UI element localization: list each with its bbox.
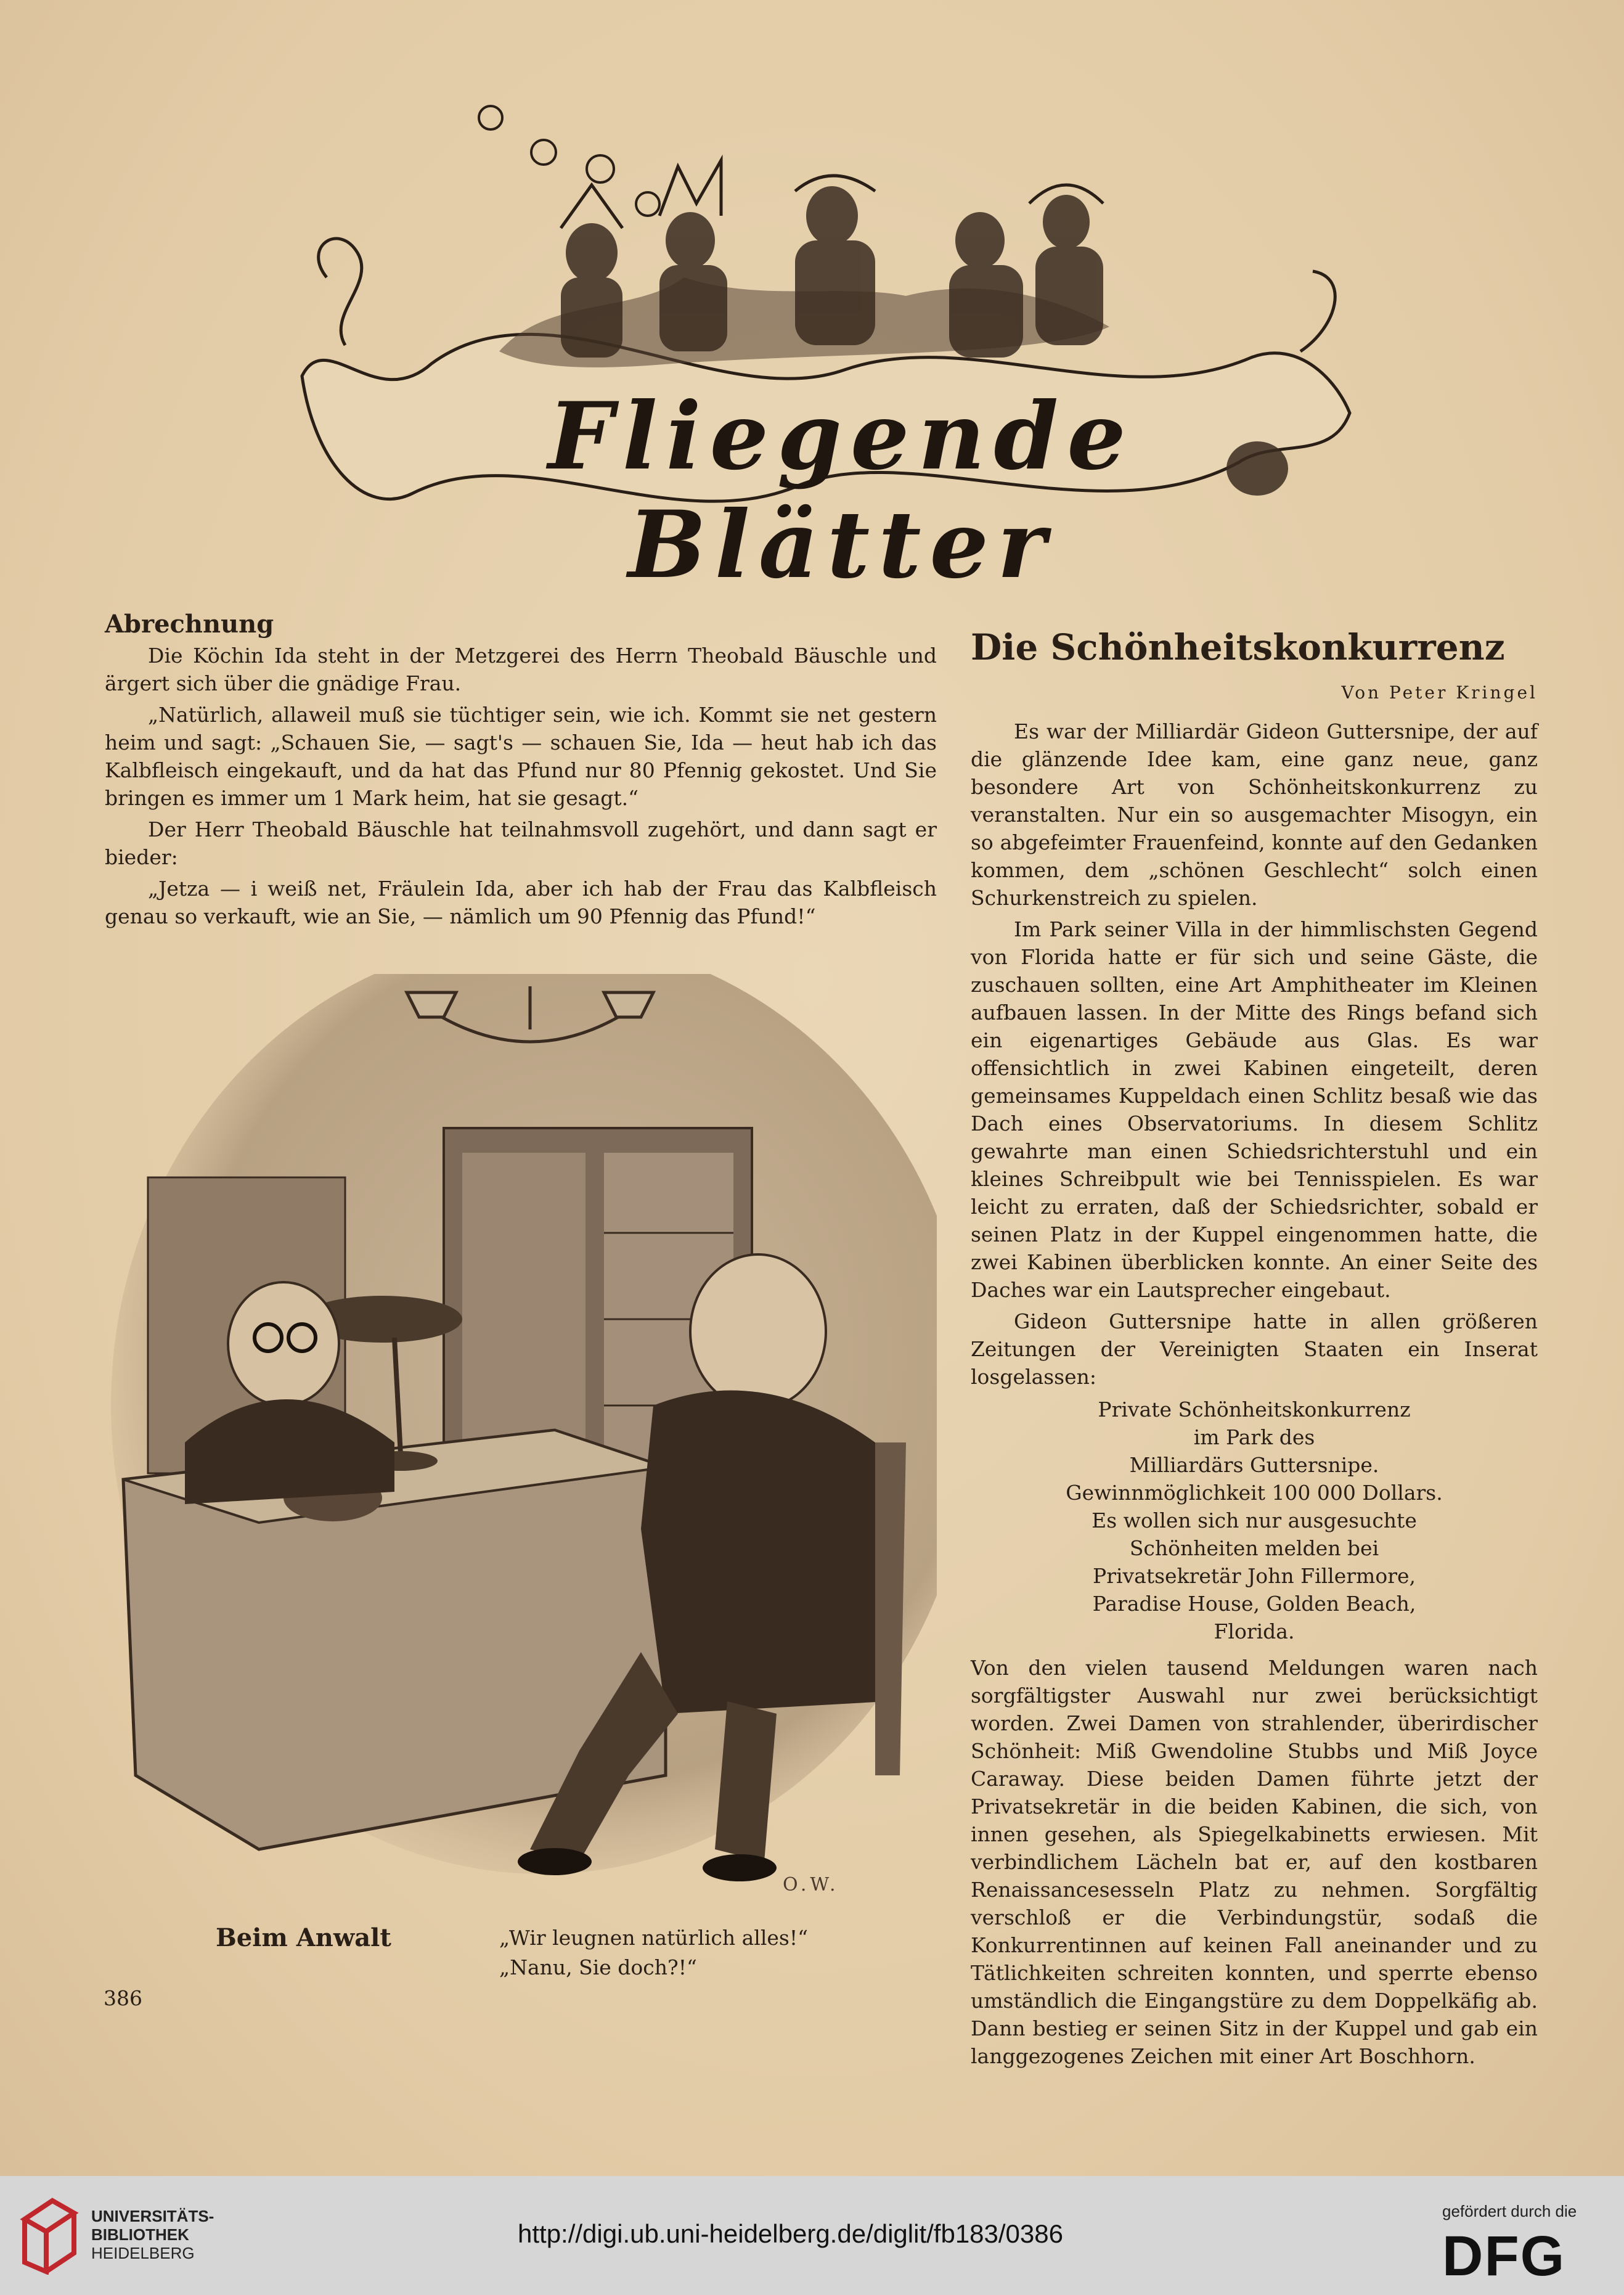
article-paragraph: Von den vielen tausend Meldungen waren nach sorgfältigster Auswahl nur zwei berücksichtigt worden. Zwei Damen von strahlender, überirdischer Schönheit: Miß Gwendoline Stubbs und Miß Joyce Caraway. Diese beiden Damen führte jetzt der Privatsekretär in die beiden Kabinen, die sich, von innen gesehen, als Spiegelkabinetts erwiesen. Mit verbindlichem Lächeln bat er, auf den kostbaren Renaissancesesseln Platz zu nehmen. Sorgfältig verschloß er die Verbindungstür, sodaß die Konkurrentinnen auf keinen Fall aneinander und zu Tätlichkeiten schreiten konnten, und sperrte ebenso umständlich die Eingangstüre zu dem Doppelkäfig ab. Dann bestieg er seinen Sitz in der Kuppel und gab ein langgezogenes Zeichen mit einer Art Boschhorn. [971,1656,1538,2068]
lawyer-illustration [111,974,937,1892]
masthead-title: Fliegende Blätter [548,382,1135,599]
ad-line: Florida. [1214,1619,1295,1643]
illustration-caption-title: Beim Anwalt [216,1923,391,1952]
lawyer-office-drawing [111,974,937,1892]
ad-line: Gewinnmöglichkeit 100 000 Dollars. [1066,1481,1443,1505]
article-paragraph: Im Park seiner Villa in der himmlischsten Gegend von Florida hatte er für sich und seine Gäste, die zuschauen sollten, eine Art Amphitheater im Kleinen aufbauen lassen. In der Mitte des Rings befand sich ein eigenartiges Gebäude aus Glas. Es war offensichtlich in zwei Kabinen eingeteilt, deren gemeinsames Kuppeldach einen Schlitz besaß wie das Dach eines Observatoriums. In diesem Schlitz gewahrte man einen Schiedsrichterstuhl und ein kleines Schreibpult wie bei Tennisspielen. Es war leicht zu erraten, daß der Schiedsrichter, sobald er seinen Platz in der Kuppel eingenommen hatte, die zwei Kabinen überblicken konnte. An einer Seite des Daches war ein Lautsprecher eingebaut. [971,917,1538,1302]
university-logo-icon [18,2195,80,2275]
dfg-logo[interactable]: DFG [1442,2225,1566,2288]
ad-line: Paradise House, Golden Beach, [1092,1592,1416,1616]
permalink-url[interactable]: http://digi.ub.uni-heidelberg.de/diglit/fb183/0386 [518,2219,1063,2248]
bubble-2 [530,139,557,166]
caption-line: „Wir leugnen natürlich alles!“ [499,1926,808,1950]
ad-line: Schönheiten melden bei [1129,1536,1379,1560]
ad-line: Private Schönheitskonkurrenz [1098,1397,1411,1422]
advertisement-block [971,1396,1538,1645]
article-title: Die Schönheitskonkurrenz [971,626,1505,668]
illustration-caption-quote [499,1923,808,1982]
bubble-3 [586,154,615,184]
masthead [290,92,1362,599]
article-schoenheitskonkurrenz [971,626,1538,2074]
bubble-1 [478,105,504,131]
viewer-footer [0,2176,1624,2295]
article-title: Abrechnung [105,610,274,639]
article-paragraph: Es war der Milliardär Gideon Guttersnipe, der auf die glänzende Idee kam, eine ganz neue, ganz besondere Art von Schönheitskonkurrenz zu veranstalten. Nur ein so ausgemachter Misogyn, ein so abgefeimter Frauenfeind, konnte auf den Gedanken kommen, dem „schönen Geschlecht“ solch einen Schurkenstreich zu spielen. [971,719,1538,910]
ad-line: Es wollen sich nur ausgesuchte [1092,1508,1417,1532]
ad-line: im Park des [1193,1425,1315,1449]
article-paragraph: Die Köchin Ida steht in der Metzgerei des Herrn Theobald Bäuschle und ärgert sich über die gnädige Frau. [105,644,937,695]
article-abrechnung [105,610,937,934]
article-paragraph: Der Herr Theobald Bäuschle hat teilnahmsvoll zugehört, und dann sagt er bieder: [105,817,937,869]
caption-line: „Nanu, Sie doch?!“ [499,1955,697,1979]
bubble-4 [635,191,661,217]
article-paragraph: „Jetza — i weiß net, Fräulein Ida, aber ich hab der Frau das Kalbfleisch genau so verkauft, wie an Sie, — nämlich um 90 Pfennig das Pfund!“ [105,877,937,928]
article-paragraph: Gideon Guttersnipe hatte in allen größeren Zeitungen der Vereinigten Staaten ein Inserat losgelassen: [971,1309,1538,1389]
illustration-signature: O.W. [783,1874,839,1896]
article-paragraph: „Natürlich, allaweil muß sie tüchtiger sein, wie ich. Kommt sie net gestern heim und sagt: „Schauen Sie, — sagt's — schauen Sie, Ida — heut hab ich das Kalbfleisch eingekauft, und da hat das Pfund nur 80 Pfennig gekostet. Und Sie bringen es immer um 1 Mark heim, hat sie gesagt.“ [105,703,937,810]
funding-label: gefördert durch die [1442,2202,1577,2220]
page-number: 386 [104,1986,142,2010]
university-name[interactable]: UNIVERSITÄTS- BIBLIOTHEK HEIDELBERG [91,2207,214,2262]
ad-line: Milliardärs Guttersnipe. [1129,1453,1379,1477]
ad-line: Privatsekretär John Fillermore, [1093,1564,1416,1588]
article-byline: Von Peter Kringel [1341,682,1538,703]
